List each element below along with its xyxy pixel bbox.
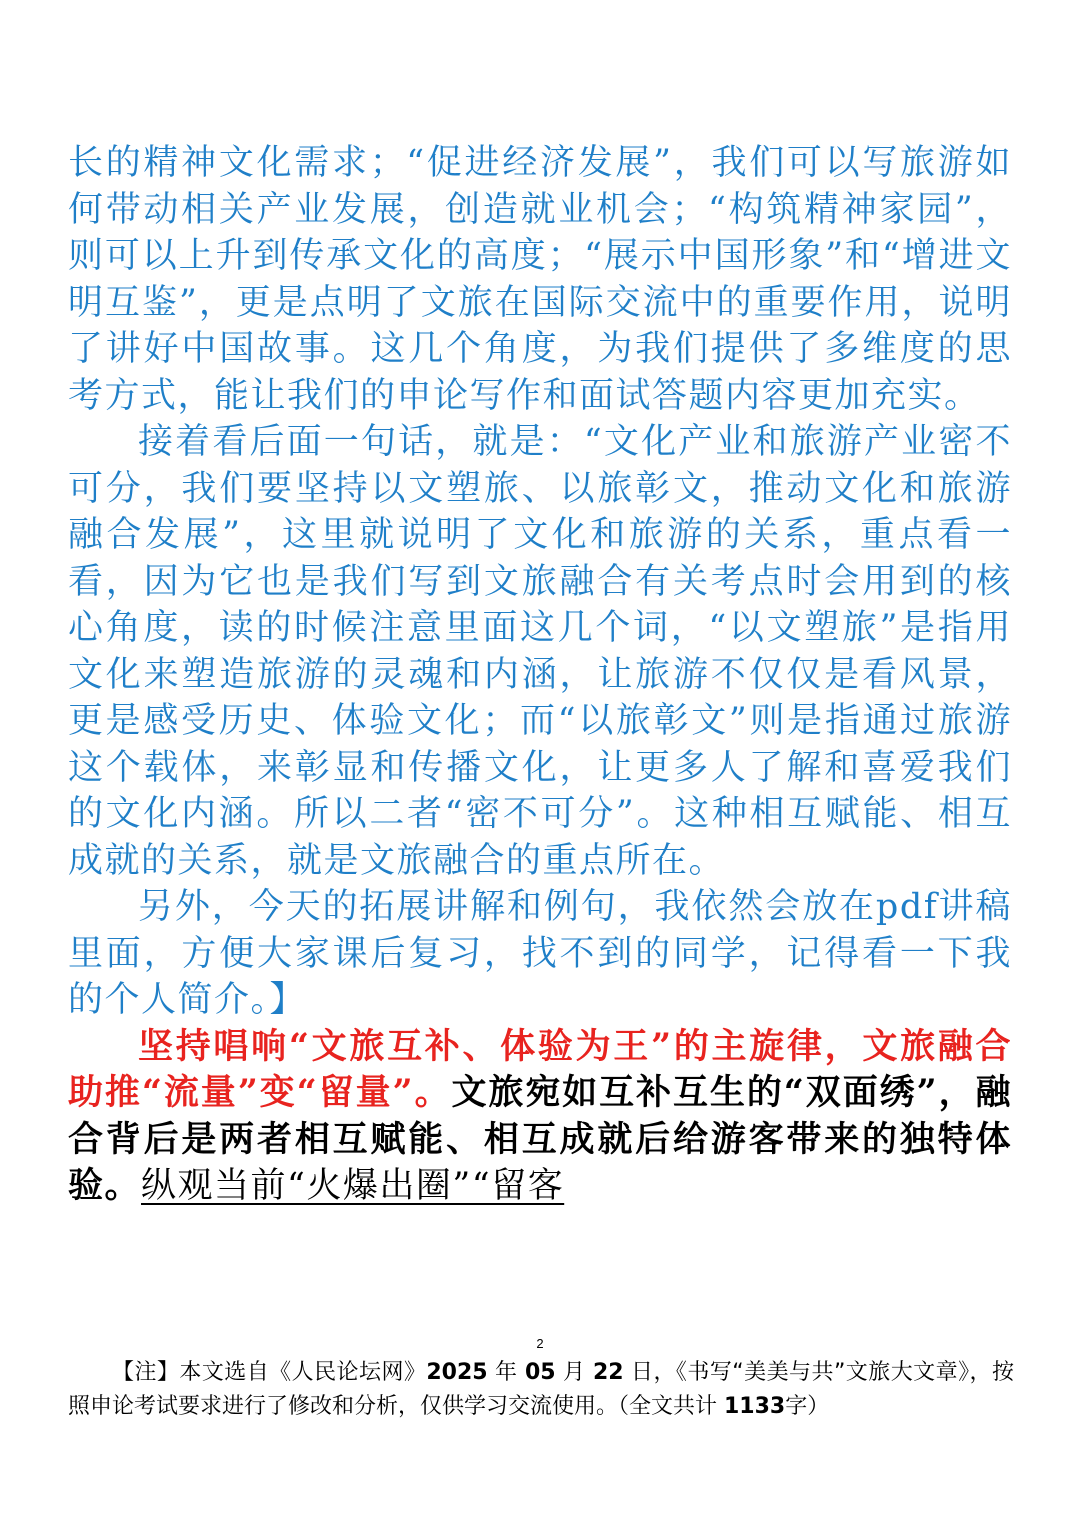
footnote-text-1: 年 — [487, 1360, 525, 1385]
black-sentence: 文旅宛如互补互生的“双面绣”，融合背后是两者相互赋能、相互成就后给游客带来的独特体验。 — [68, 1072, 1013, 1206]
footnote-prefix: 【注】本文选自《人民论坛网》 — [112, 1360, 427, 1385]
page-number: 2 — [536, 1336, 544, 1351]
footnote-day: 22 — [592, 1360, 624, 1385]
highlight-red-sentence: 坚持唱响“文旅互补、体验为王”的主旋律，文旅融合助推“流量”变“留量”。 — [68, 1025, 1012, 1113]
footnote-text-4: 字） — [785, 1394, 830, 1419]
paragraph-4 — [68, 1024, 1012, 1210]
paragraph-2: 接着看后面一句话，就是：“文化产业和旅游产业密不可分，我们要坚持以文塑旅、以旅彰文，推动文化和旅游融合发展”，这里就说明了文化和旅游的关系，重点看一看，因为它也是我们写到文旅融合有关考点时会用到的核心角度，读的时候注意里面这几个词，“以文塑旅”是指用文化来塑造旅游的灵魂和内涵，让旅游不仅仅是看风景，更是感受历史、体验文化；而“以旅彰文”则是指通过旅游这个载体，来彰显和传播文化，让更多人了解和喜爱我们的文化内涵。所以二者“密不可分”。这种相互赋能、相互成就的关系，就是文旅融合的重点所在。 — [68, 422, 1012, 881]
paragraph-3: 另外，今天的拓展讲解和例句，我依然会放在pdf讲稿里面，方便大家课后复习，找不到的同学，记得看一下我的个人简介。】 — [68, 887, 1012, 1020]
footnote-word-count: 1133 — [724, 1394, 786, 1419]
article-body — [68, 140, 1012, 1210]
footnote-month: 05 — [524, 1360, 556, 1385]
footnote — [68, 1356, 1014, 1424]
footnote-text-3: 日，《书写“美美与共”文旅大文章》，按照申论考试要求进行了修改和分析，仅供学习交流使用。（全文共计 — [68, 1360, 1014, 1419]
paragraph-1: 长的精神文化需求；“促进经济发展”，我们可以写旅游如何带动相关产业发展，创造就业机会；“构筑精神家园”，则可以上升到传承文化的高度；“展示中国形象”和“增进文明互鉴”，更是点明了文旅在国际交流中的重要作用，说明了讲好中国故事。这几个角度，为我们提供了多维度的思考方式，能让我们的申论写作和面试答题内容更加充实。 — [68, 143, 1012, 416]
footnote-year: 2025 — [426, 1360, 488, 1385]
footnote-text-2: 月 — [555, 1360, 593, 1385]
underlined-sentence: 纵观当前“火爆出圈”“留客 — [141, 1166, 565, 1206]
